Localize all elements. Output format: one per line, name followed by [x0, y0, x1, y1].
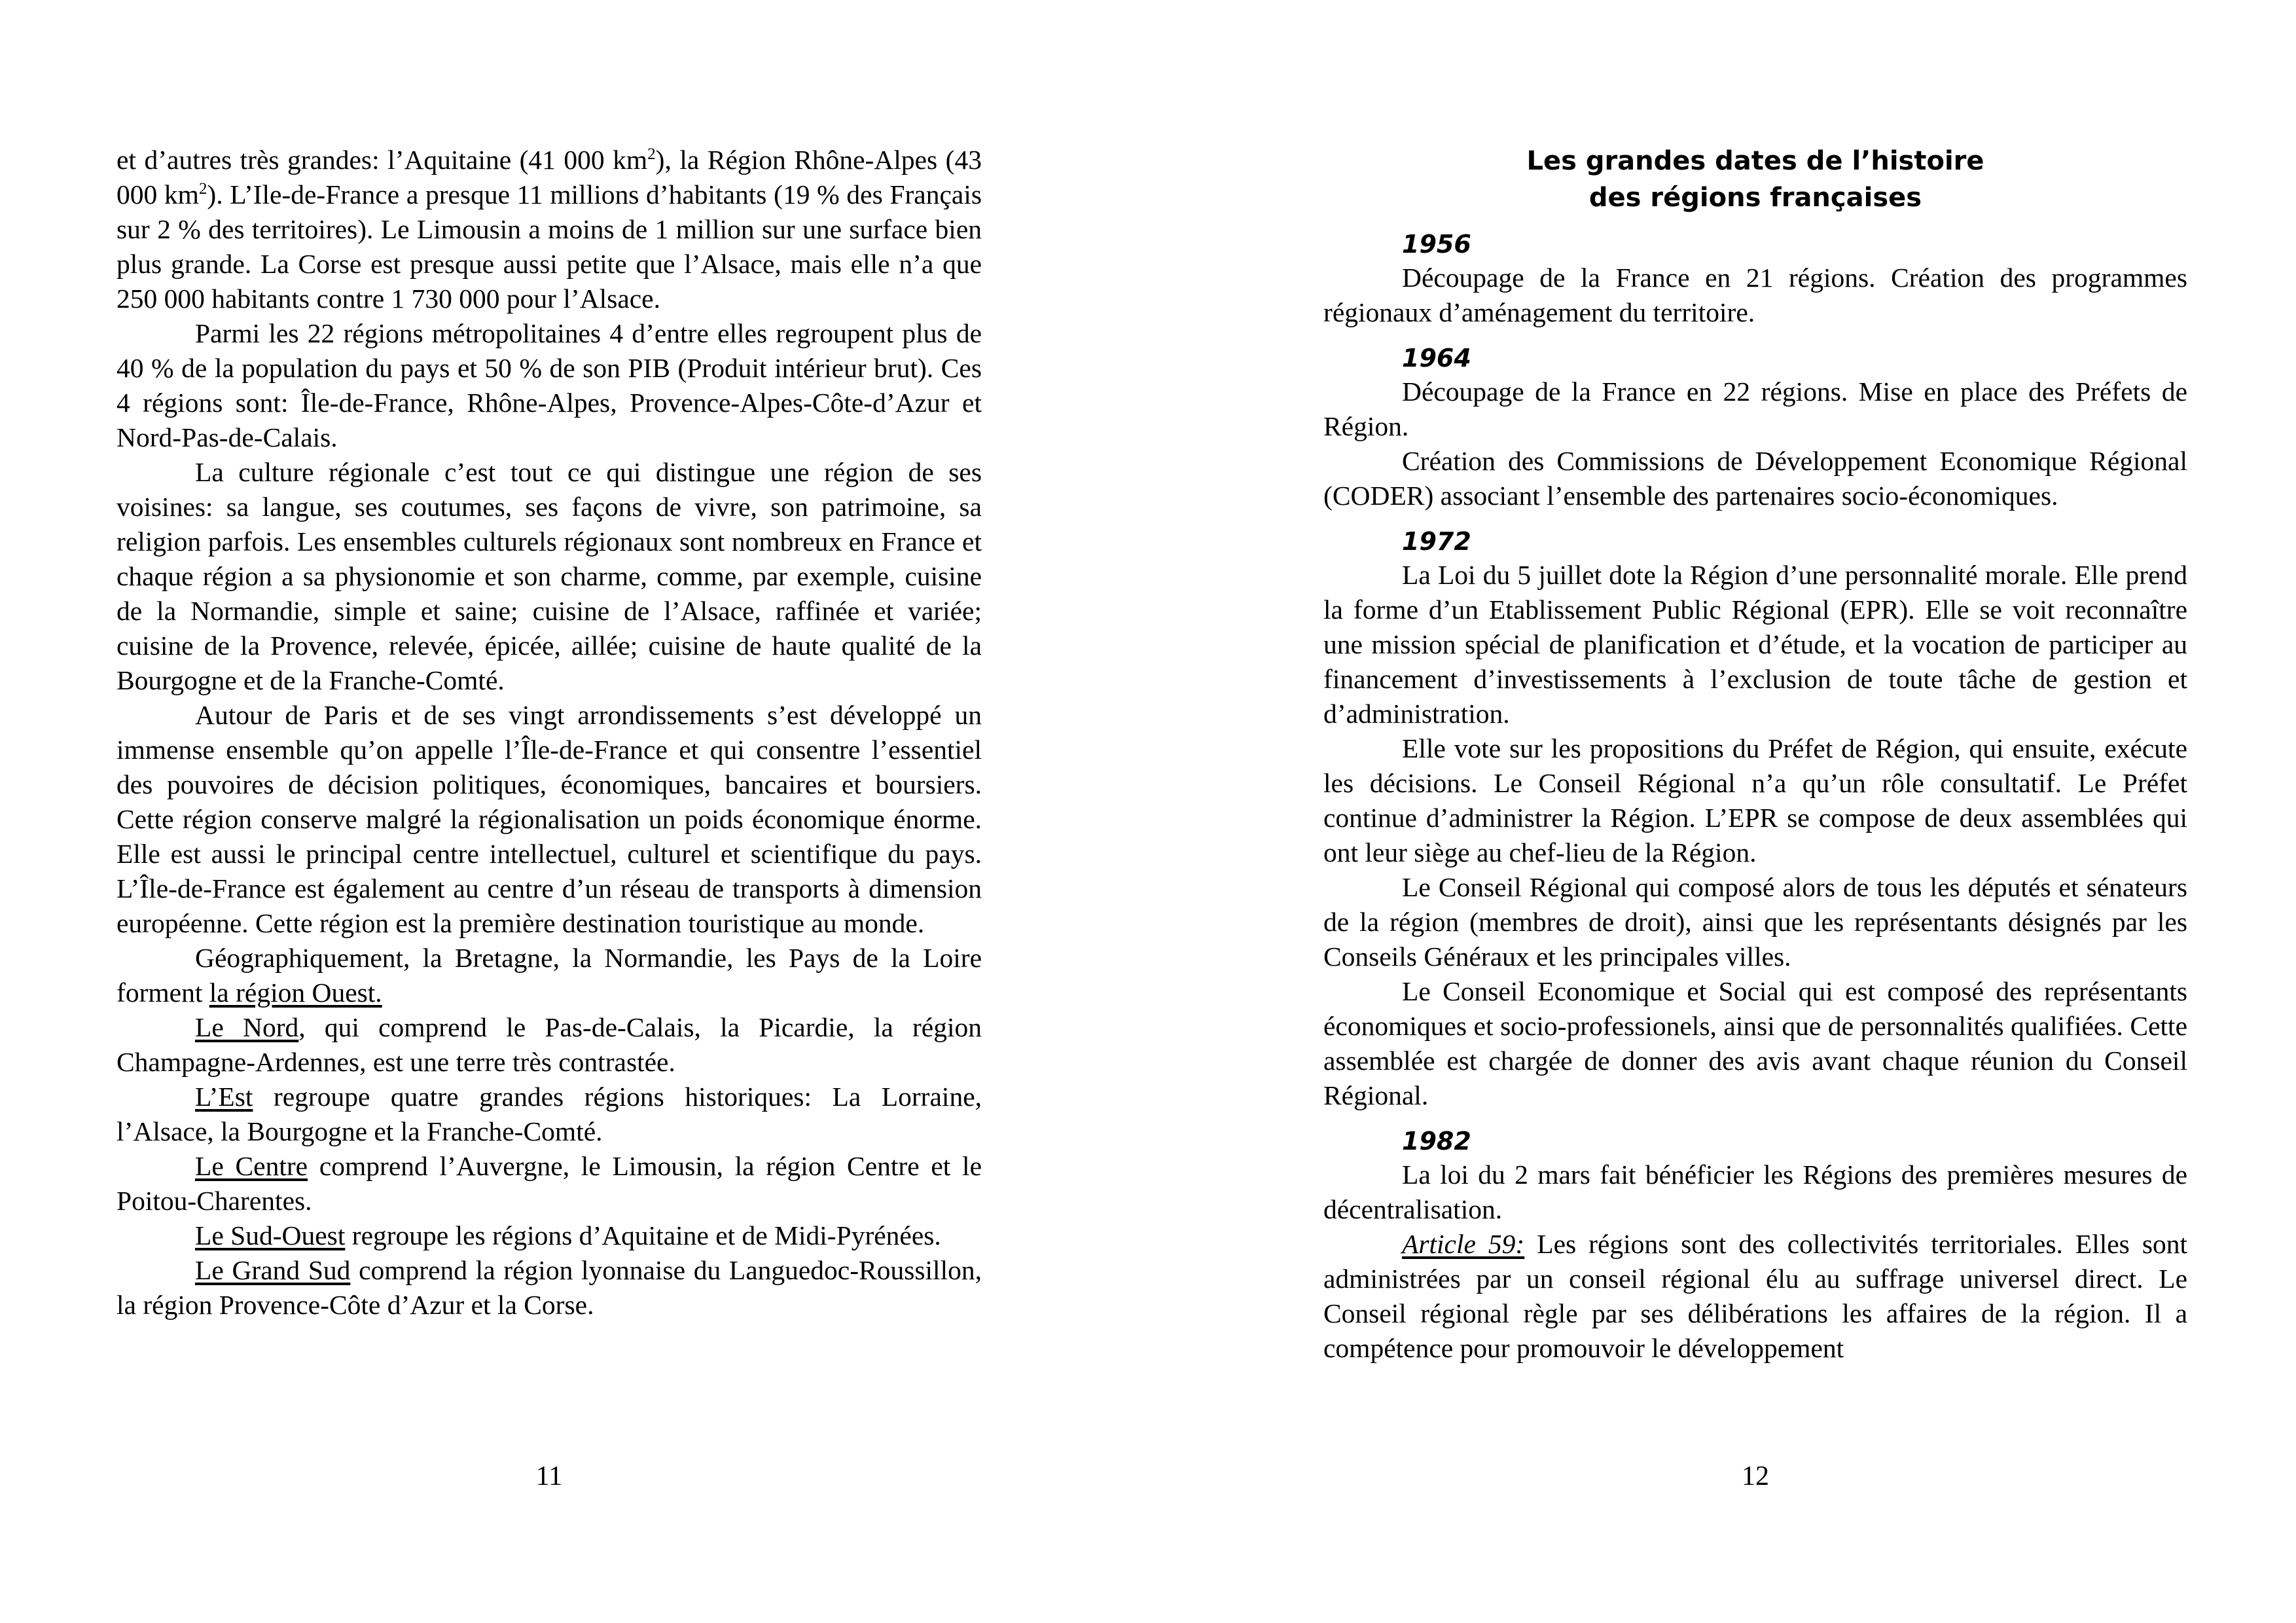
text-span: Géographiquement, la Bretagne, la Normandie, les Pays de la Loire forment: [117, 943, 982, 1008]
year-heading-1956: 1956: [1402, 230, 1471, 259]
title-line: Les grandes dates de l’histoire: [1526, 146, 1984, 176]
paragraph-1964-prefets: Découpage de la France en 22 régions. Mise en place des Préfets de Région.: [1323, 376, 2187, 441]
superscript: 2: [647, 145, 656, 164]
paragraph-regional-culture: La culture régionale c’est tout ce qui distingue une région de ses voisines: sa langue, ses coutumes, ses façons de vivre, son patrimoine, sa religion parfois. Les ensembles culturels régionaux sont nombreux en France et chaque région a sa physionomie et son charme, comme, par exemple, cuisine de la Normandie, simple et saine; cuisine de l’Alsace, raffinée et variée; cuisine de la Provence, relevée, épicée, aillée; cuisine de haute qualité de la Bourgogne et de la Franche-Comté.: [117, 457, 982, 695]
paragraph-region-ouest: [117, 941, 982, 1010]
paragraph-1964-coder: Création des Commissions de Développement Economique Régional (CODER) associant l’ensemble des partenaires socio-économiques.: [1323, 446, 2187, 511]
underlined-region-name: Le Grand Sud: [195, 1255, 351, 1285]
right-page: [1323, 0, 2187, 1623]
underlined-region-name: Le Nord: [195, 1012, 299, 1042]
paragraph-l-est: [117, 1080, 982, 1149]
paragraph-1982-loi: La loi du 2 mars fait bénéficier les Régions des premières mesures de décentralisation.: [1323, 1159, 2187, 1224]
title-line: des régions françaises: [1588, 183, 1922, 213]
underlined-region-name: L’Est: [195, 1082, 253, 1112]
right-page-text: [1323, 143, 2187, 1366]
paragraph-area-population: [117, 143, 982, 316]
paragraph-1972-loi: La Loi du 5 juillet dote la Région d’une personnalité morale. Elle prend la forme d’un Etablissement Public Régional (EPR). Elle se voit reconnaître une mission spécial de planification et d’étude, et la vocation de participer au financement d’investissements à l’exclusion de toute tâche de gestion et d’administration.: [1323, 560, 2187, 729]
article-reference: Article 59:: [1402, 1229, 1525, 1259]
text-span: comprend la région lyonnaise du Languedoc-Roussillon, la région Provence-Côte d’Azur et la Corse.: [117, 1255, 982, 1320]
text-span: comprend l’Auvergne, le Limousin, la région Centre et le Poitou-Charentes.: [117, 1151, 982, 1216]
page-number: 11: [535, 1461, 563, 1491]
paragraph-le-nord: [117, 1010, 982, 1080]
page-number: 12: [1742, 1461, 1769, 1491]
text-span: regroupe les régions d’Aquitaine et de Midi-Pyrénées.: [345, 1220, 941, 1250]
paragraph-le-sud-ouest: [117, 1218, 982, 1253]
text-span: et d’autres très grandes: l’Aquitaine (41 000 km: [117, 145, 648, 175]
paragraph-ile-de-france: Autour de Paris et de ses vingt arrondissements s’est développé un immense ensemble qu’on appelle l’Île-de-France et qui consentre l’essentiel des pouvoires de décision politiques, économiques, bancaires et boursiers. Cette région conserve malgré la régionalisation un poids économique énorme. Elle est aussi le principal centre intellectuel, culturel et scientifique du pays. L’Île-de-France est également au centre d’un réseau de transports à dimension européenne. Cette région est la première destination touristique au monde.: [117, 700, 982, 938]
paragraph-metropolitan-regions: Parmi les 22 régions métropolitaines 4 d’entre elles regroupent plus de 40 % de la population du pays et 50 % de son PIB (Produit intérieur brut). Ces 4 régions sont: Île-de-France, Rhône-Alpes, Provence-Alpes-Côte-d’Azur et Nord-Pas-de-Calais.: [117, 318, 982, 452]
text-span: ). L’Ile-de-France a presque 11 millions d’habitants (19 % des Français sur 2 % des territoires). Le Limousin a moins de 1 million sur une surface bien plus grande. La Corse est presque aussi petite que l’Alsace, mais elle n’a que 250 000 habitants contre 1 730 000 pour l’Alsace.: [117, 179, 982, 314]
underlined-region-name: Le Centre: [195, 1151, 308, 1181]
text-span: regroupe quatre grandes régions historiques: La Lorraine, l’Alsace, la Bourgogne et la Franche-Comté.: [117, 1082, 982, 1146]
left-page-text: [117, 143, 982, 1322]
superscript: 2: [198, 180, 207, 198]
paragraph-1972-conseil-economique: Le Conseil Economique et Social qui est composé des représentants économiques et socio-professionels, ainsi que de personnalités qualifiées. Cette assemblée est chargée de donner des avis avant chaque réunion du Conseil Régional.: [1323, 976, 2187, 1110]
paragraph-1956: Découpage de la France en 21 régions. Création des programmes régionaux d’aménagement du territoire.: [1323, 263, 2187, 327]
underlined-region-name: Le Sud-Ouest: [195, 1220, 346, 1250]
paragraph-1982-article-59: [1323, 1227, 2187, 1366]
paragraph-1972-vote: Elle vote sur les propositions du Préfet de Région, qui ensuite, exécute les décisions. Le Conseil Régional n’a qu’un rôle consultatif. Le Préfet continue d’administrer la Région. L’EPR se compose de deux assemblées qui ont leur siège au chef-lieu de la Région.: [1323, 733, 2187, 867]
text-span: , qui comprend le Pas-de-Calais, la Picardie, la région Champagne-Ardennes, est une terre très contrastée.: [117, 1012, 982, 1077]
paragraph-le-centre: [117, 1149, 982, 1218]
paragraph-1972-conseil-regional: Le Conseil Régional qui composé alors de tous les députés et sénateurs de la région (membres de droit), ainsi que les représentants désignés par les Conseils Généraux et les principales villes.: [1323, 872, 2187, 972]
year-heading-1982: 1982: [1402, 1127, 1471, 1156]
left-page: [117, 0, 982, 1623]
page-title: [1323, 143, 2187, 216]
paragraph-le-grand-sud: [117, 1253, 982, 1322]
underlined-region-name: la région Ouest.: [209, 977, 382, 1008]
year-heading-1972: 1972: [1402, 527, 1471, 556]
year-heading-1964: 1964: [1402, 344, 1471, 373]
text-span: Les régions sont des collectivités territoriales. Elles sont administrées par un conseil régional élu au suffrage universel direct. Le Conseil régional règle par ses délibérations les affaires de la région. Il a compétence pour promouvoir le développement: [1323, 1229, 2187, 1363]
text-span: ), la Région Rhône-Alpes (43 000 km: [117, 145, 982, 210]
